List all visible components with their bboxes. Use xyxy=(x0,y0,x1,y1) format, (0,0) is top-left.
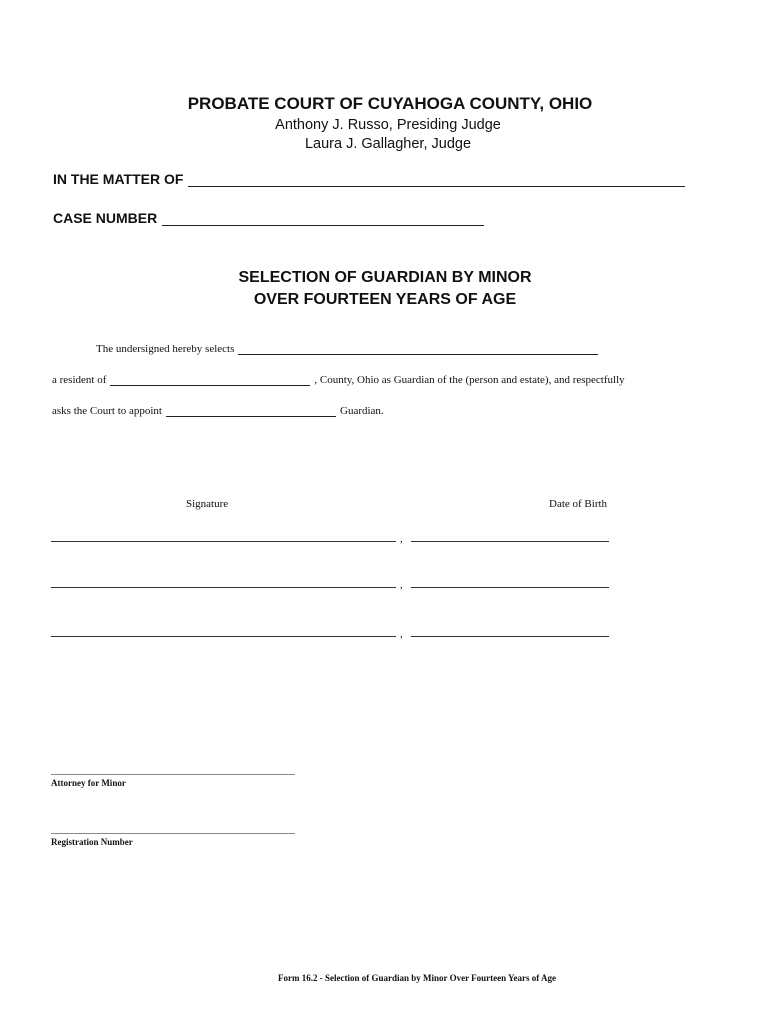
separator: , xyxy=(400,628,403,640)
registration-number-label: Registration Number xyxy=(51,837,133,847)
signature-row xyxy=(51,628,609,640)
signature-row xyxy=(51,533,609,545)
form-title-line-1: SELECTION OF GUARDIAN BY MINOR xyxy=(238,269,532,286)
selection-line xyxy=(96,343,598,355)
dob-input[interactable] xyxy=(411,540,609,542)
guardian-text: Guardian. xyxy=(340,405,384,417)
matter-input[interactable] xyxy=(188,172,685,187)
appoint-guardian-input[interactable] xyxy=(166,405,336,417)
signature-row xyxy=(51,579,609,591)
separator: , xyxy=(400,579,403,591)
presiding-judge: Anthony J. Russo, Presiding Judge xyxy=(275,117,501,133)
separator: , xyxy=(400,533,403,545)
selects-text: The undersigned hereby selects xyxy=(96,343,235,355)
resident-line xyxy=(52,374,625,386)
case-number-input[interactable] xyxy=(162,211,484,226)
judge: Laura J. Gallagher, Judge xyxy=(304,136,472,152)
form-title-line-2: OVER FOURTEEN YEARS OF AGE xyxy=(253,291,517,308)
registration-number-input[interactable] xyxy=(51,832,295,834)
resident-county-input[interactable] xyxy=(110,374,310,386)
case-number-label: CASE NUMBER xyxy=(53,210,158,226)
appoint-line xyxy=(52,405,384,417)
signature-input[interactable] xyxy=(51,540,396,542)
form-footer: Form 16.2 - Selection of Guardian by Minor Over Fourteen Years of Age xyxy=(278,973,557,983)
matter-label: IN THE MATTER OF xyxy=(53,171,184,187)
dob-input[interactable] xyxy=(411,635,609,637)
resident-text: a resident of xyxy=(52,374,107,386)
form-title xyxy=(0,267,770,311)
case-number-field-row xyxy=(53,210,484,226)
dob-column-label: Date of Birth xyxy=(549,498,608,510)
signature-column-label: Signature xyxy=(186,498,229,510)
appoint-text: asks the Court to appoint xyxy=(52,405,162,417)
attorney-label: Attorney for Minor xyxy=(51,778,126,788)
selected-guardian-input[interactable] xyxy=(238,343,598,355)
attorney-input[interactable] xyxy=(51,773,295,775)
court-title: PROBATE COURT OF CUYAHOGA COUNTY, OHIO xyxy=(187,94,593,113)
county-text: , County, Ohio as Guardian of the (person and estate), and respectfully xyxy=(314,374,625,386)
signature-input[interactable] xyxy=(51,635,396,637)
matter-field-row xyxy=(53,171,685,187)
signature-input[interactable] xyxy=(51,586,396,588)
dob-input[interactable] xyxy=(411,586,609,588)
